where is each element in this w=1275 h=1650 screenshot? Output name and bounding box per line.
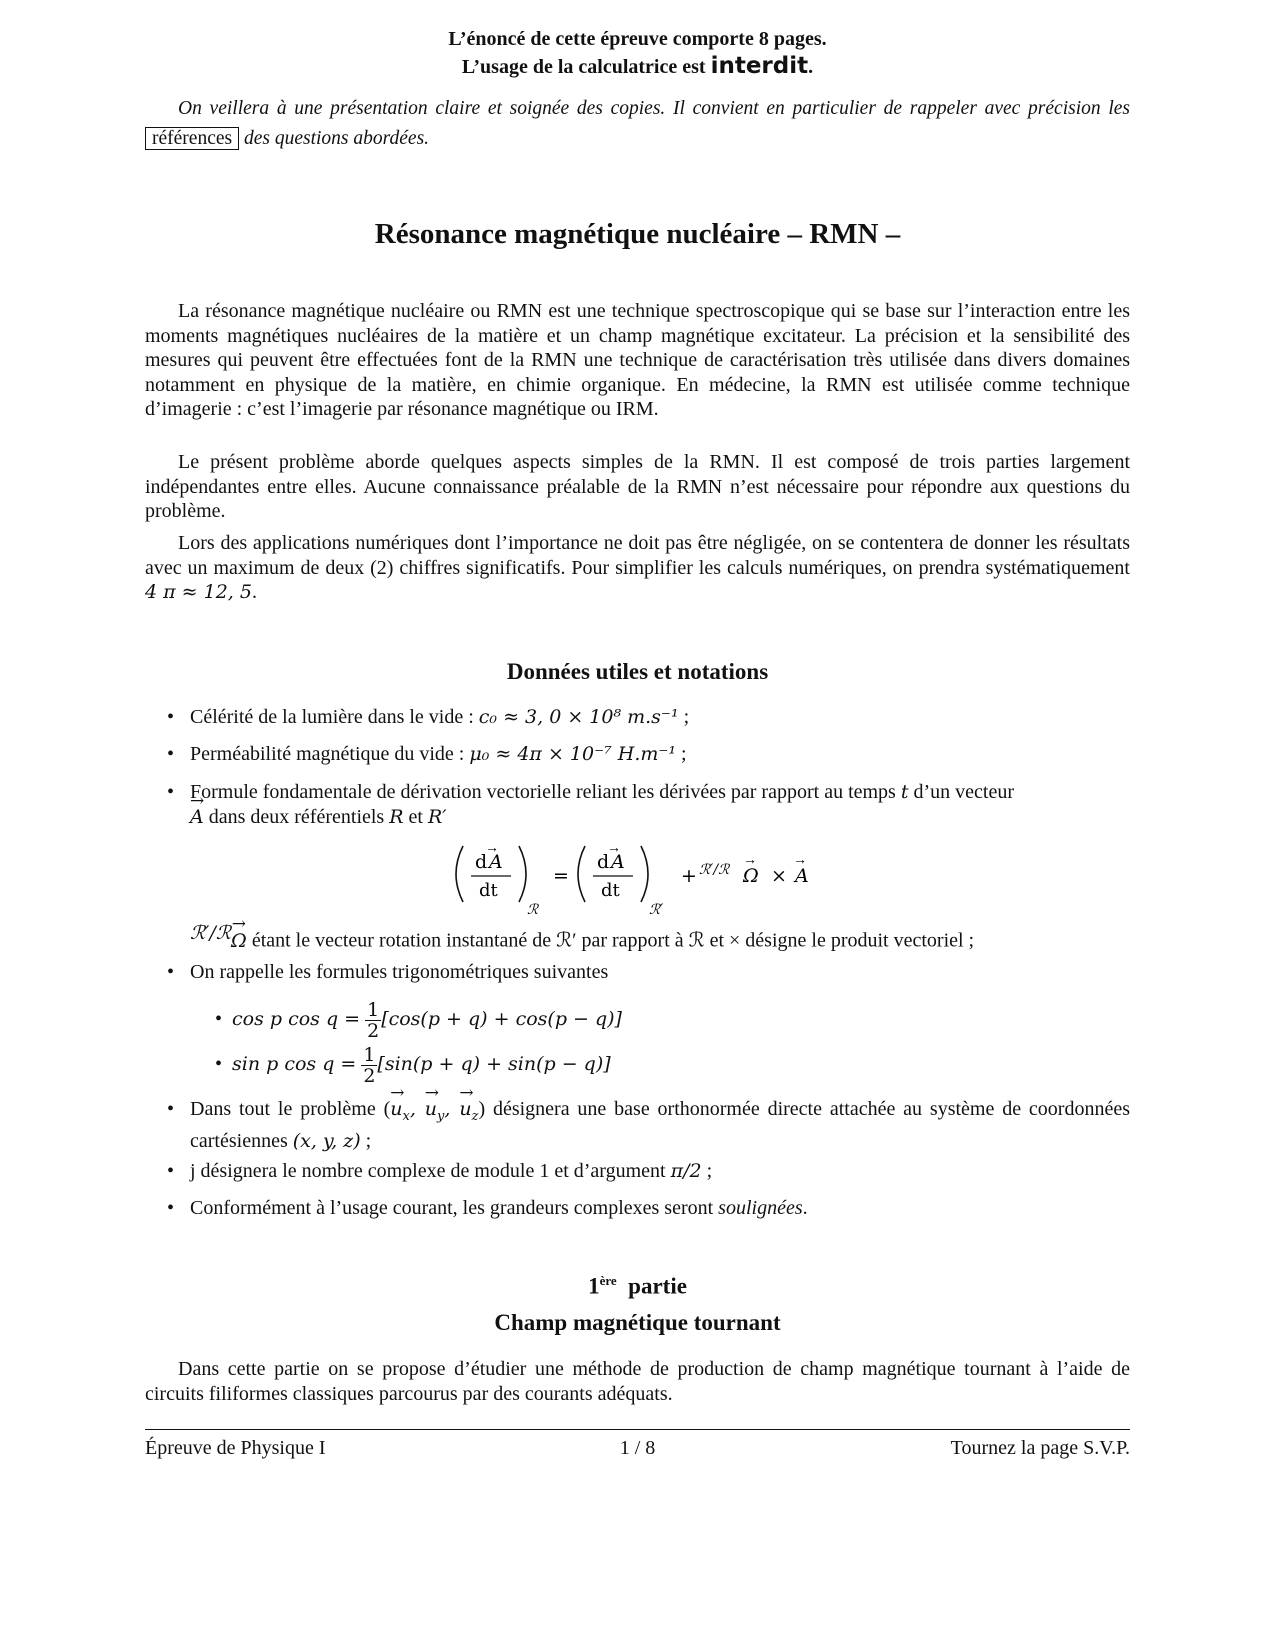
part-label <box>145 1273 1130 1300</box>
note-text-before: On veillera à une présentation claire et soignée des copies. Il convient en particulier de rappeler avec précision les <box>178 98 1130 119</box>
b3-text-2: d’un vecteur <box>908 781 1014 803</box>
frame-R-prime: R′ <box>427 805 447 828</box>
bullet-icon: • <box>167 1197 175 1219</box>
references-box: références <box>145 127 239 150</box>
formula-sub-Rp: ℛ′ <box>649 902 664 918</box>
formula-d-2: d <box>597 851 610 873</box>
b7-emphasis: soulignées <box>718 1197 803 1219</box>
half-denominator: 2 <box>367 1020 380 1042</box>
page-count-notice: L’énoncé de cette épreuve comporte 8 pages. <box>448 28 827 50</box>
bullet-icon: • <box>167 1098 175 1120</box>
bullet-icon: • <box>167 961 175 983</box>
omega-description <box>190 922 974 953</box>
part-number: 1 <box>588 1273 600 1299</box>
note-text-after: des questions abordées. <box>239 128 430 149</box>
intro3-text: Lors des applications numériques dont l’importance ne doit pas être négligée, on se contentera de donner les résultats avec un maximum de deux (2) chiffres significatifs. Pour simplifier les calculs numériques, on prendra systématiquement <box>145 532 1130 579</box>
omega-note-sup: ℛ′/ℛ <box>190 922 232 944</box>
formula-dt-2: dt <box>601 880 620 901</box>
footer-turn-page: Tournez la page S.V.P. <box>950 1437 1130 1459</box>
formula-times: × <box>771 865 787 887</box>
formula-arrow-omega: → <box>743 853 757 868</box>
trig-cos-cos <box>215 1000 622 1041</box>
b6-text: j désignera le nombre complexe de module 1 et d’argument <box>190 1160 671 1182</box>
derivation-formula <box>445 838 945 918</box>
footer-divider <box>145 1429 1130 1430</box>
formula-d-1: d <box>475 851 488 873</box>
s1-lhs: cos p cos q = <box>232 1008 361 1031</box>
formula-plus: + <box>681 865 697 887</box>
interdit-emphasis: interdit <box>710 53 809 79</box>
formula-equals: = <box>553 865 569 887</box>
section-heading-data: Données utiles et notations <box>506 659 769 684</box>
list-item-derivation-formula <box>167 780 1130 829</box>
formula-sub-R: ℛ <box>527 902 539 918</box>
b3-text-1: Formule fondamentale de dérivation vectorielle reliant les dérivées par rapport au temps <box>190 781 901 803</box>
frame-R: R <box>389 805 404 828</box>
b3-text-3: dans deux référentiels <box>203 805 390 828</box>
b6-end: ; <box>701 1160 713 1182</box>
pi-approximation: 4 π ≈ 12, 5 <box>145 581 252 603</box>
intro-paragraph-3 <box>145 531 1130 605</box>
bullet-icon: • <box>215 1053 233 1076</box>
b6-math: π/2 <box>670 1160 702 1182</box>
formula-dt-1: dt <box>479 880 498 901</box>
presentation-note <box>145 94 1130 154</box>
formula-omega: Ω <box>743 865 759 887</box>
intro-paragraph-1: La résonance magnétique nucléaire ou RMN est une technique spectroscopique qui se base sur l’interaction entre les moments magnétiques nucléaires de la matière et un champ magnétique excitateur. La précision et la sensibilité des mesures qui peuvent être effectuées font de la RMN une technique de caractérisation très utilisée dans divers domaines notamment en physique de la matière, en chimie organique. En médecine, la RMN est utilisée comme technique d’imagerie : c’est l’imagerie par résonance magnétique ou IRM. <box>145 300 1130 420</box>
footer-page-number: 1 / 8 <box>619 1437 656 1459</box>
b5-text-1: Dans tout le problème ( <box>190 1098 391 1120</box>
basis-vectors: → $u_x$, → $u_y$, → $u_z$ <box>390 1098 478 1120</box>
b1-math: c₀ ≈ 3, 0 × 10⁸ m.s⁻¹ <box>478 706 679 728</box>
b7-text: Conformément à l’usage courant, les grandeurs complexes seront <box>190 1197 719 1219</box>
part-title: Champ magnétique tournant <box>494 1310 781 1335</box>
s2-lhs: sin p cos q = <box>232 1053 357 1076</box>
b3-et: et <box>403 805 428 828</box>
formula-arrow-1: → <box>485 841 499 856</box>
b1-text: Célérité de la lumière dans le vide : <box>190 706 479 728</box>
footer-exam-name: Épreuve de Physique I <box>145 1437 326 1459</box>
list-item-permeability <box>167 742 1130 767</box>
omega-vector: → Ω <box>231 930 247 952</box>
formula-arrow-2: → <box>607 841 621 856</box>
calculator-notice-suffix: . <box>808 56 814 78</box>
bullet-icon: • <box>167 706 175 728</box>
list-item-complex-j <box>167 1159 1130 1184</box>
b1-end: ; <box>678 706 690 728</box>
b5-math: (x, y, z) <box>292 1130 361 1153</box>
formula-omega-sup: ℛ′/ℛ <box>699 862 730 878</box>
b5-end: ; <box>360 1130 372 1153</box>
part-intro-paragraph: Dans cette partie on se propose d’étudier une méthode de production de champ magnétique tournant à l’aide de circuits filiformes classiques parcourus par des courants adéquats. <box>145 1358 1130 1405</box>
s1-rhs: [cos(p + q) + cos(p − q)] <box>381 1008 622 1031</box>
bullet-icon: • <box>167 743 175 765</box>
b4-text: On rappelle les formules trigonométriques suivantes <box>190 961 609 983</box>
b5-text-2: ) désignera une base orthonormée directe attachée au système de coordonnées cartésiennes <box>190 1098 1130 1153</box>
part-number-sup: ère <box>599 1273 617 1288</box>
list-item-complex-notation <box>167 1196 1130 1221</box>
formula-A-2: A <box>611 851 625 873</box>
half-numerator: 1 <box>367 999 380 1021</box>
formula-arrow-3: → <box>793 853 807 868</box>
fraction-half <box>361 1045 377 1086</box>
intro3-end: . <box>251 581 257 603</box>
bullet-icon: • <box>167 781 175 803</box>
b7-end: . <box>802 1197 808 1219</box>
page-title: Résonance magnétique nucléaire – RMN – <box>374 218 901 250</box>
part-word: partie <box>628 1273 687 1299</box>
b2-math: μ₀ ≈ 4π × 10⁻⁷ H.m⁻¹ <box>469 743 677 765</box>
trig-sin-cos <box>215 1045 611 1086</box>
list-item-trig-formulas <box>167 960 1130 985</box>
s2-rhs: [sin(p + q) + sin(p − q)] <box>377 1053 611 1076</box>
b2-end: ; <box>676 743 687 765</box>
half-numerator: 1 <box>363 1044 376 1066</box>
calculator-notice-prefix: L’usage de la calculatrice est <box>461 56 711 78</box>
list-item-speed-of-light <box>167 705 1130 730</box>
b2-text: Perméabilité magnétique du vide : <box>190 743 470 765</box>
half-denominator: 2 <box>363 1065 376 1087</box>
formula-A-1: A <box>489 851 503 873</box>
vector-A: → A <box>190 805 204 830</box>
calculator-notice <box>145 53 1130 79</box>
formula-A-3: A <box>795 865 809 887</box>
list-item-basis <box>167 1097 1130 1154</box>
fraction-half <box>365 1000 381 1041</box>
bullet-icon: • <box>167 1160 175 1182</box>
intro-paragraph-2: Le présent problème aborde quelques aspects simples de la RMN. Il est composé de trois parties largement indépendantes entre elles. Aucune connaissance préalable de la RMN n’est nécessaire pour répondre aux questions du problème. <box>145 451 1130 522</box>
omega-note-text: étant le vecteur rotation instantané de ℛ′ par rapport à ℛ et × désigne le produit vectoriel ; <box>246 929 975 952</box>
bullet-icon: • <box>215 1008 233 1031</box>
b3-var-t: t <box>900 781 909 803</box>
